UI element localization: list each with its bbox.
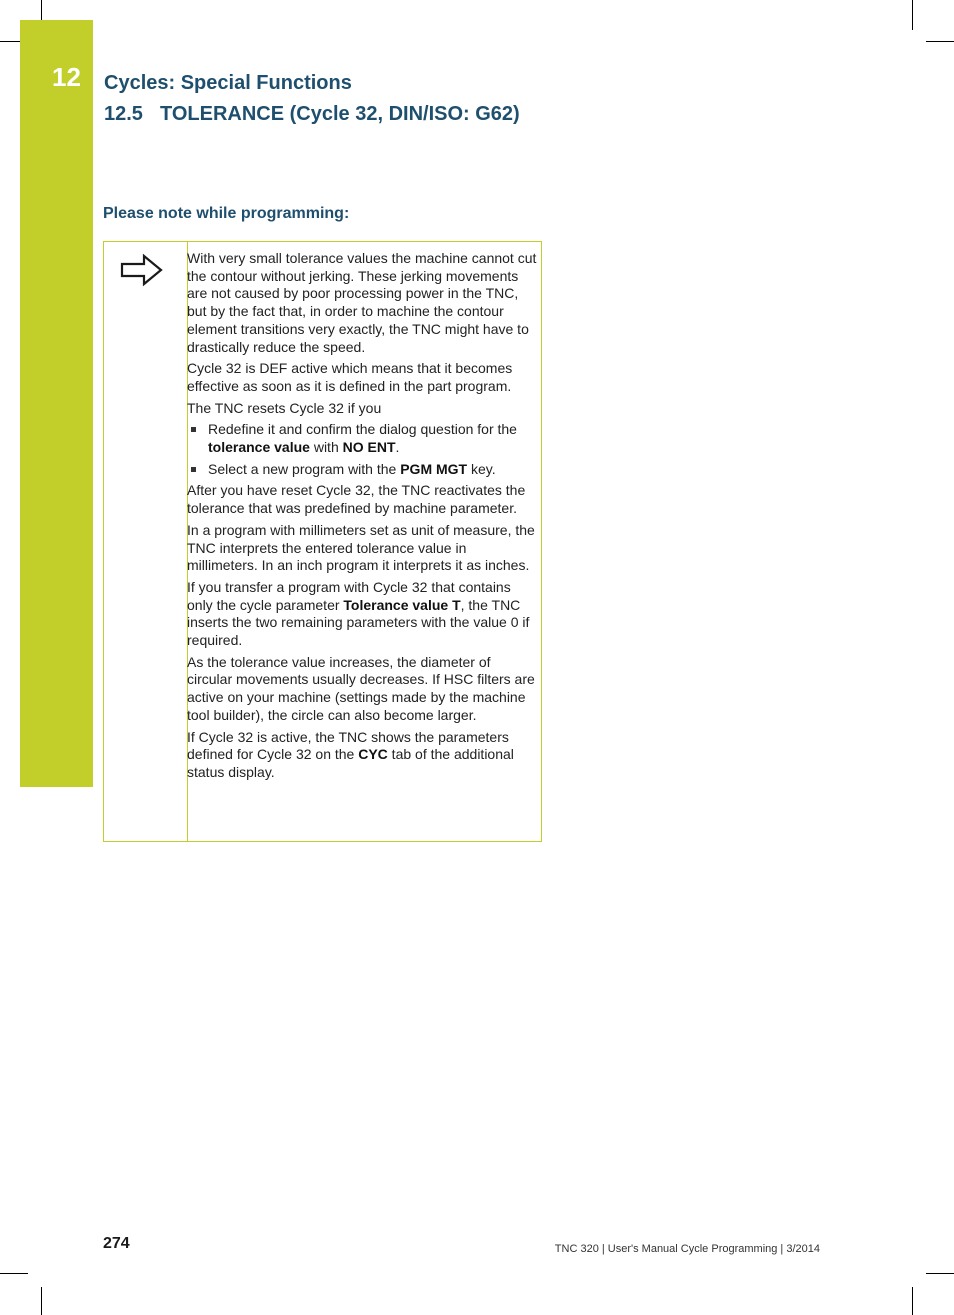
note-content xyxy=(187,250,537,786)
page-number: 274 xyxy=(103,1235,130,1252)
footer-text: TNC 320 | User's Manual Cycle Programming | 3/2014 xyxy=(554,1243,820,1255)
bullet-square-icon xyxy=(191,427,196,432)
bold-term: tolerance value xyxy=(208,439,310,456)
list-item: Select a new program with the PGM MGT key. xyxy=(187,461,537,479)
list-item: Redefine it and confirm the dialog question for the tolerance value with NO ENT. xyxy=(187,421,537,456)
note-paragraph: If you transfer a program with Cycle 32 that contains only the cycle parameter Tolerance value T, the TNC inserts the two remaining parameters with the value 0 if required. xyxy=(187,578,530,649)
note-paragraph: If Cycle 32 is active, the TNC shows the parameters defined for Cycle 32 on the CYC tab of the additional status display. xyxy=(187,728,514,780)
note-paragraph: In a program with millimeters set as unit of measure, the TNC interprets the entered tolerance value in millimeters. In an inch program it interprets it as inches. xyxy=(187,521,535,574)
bold-term: CYC xyxy=(358,746,388,763)
bold-key: PGM MGT xyxy=(400,460,468,477)
note-box xyxy=(103,241,542,842)
arrow-right-icon xyxy=(120,253,164,287)
crop-mark xyxy=(41,0,42,20)
section-number: 12.5 xyxy=(104,103,143,125)
crop-mark xyxy=(912,0,913,30)
crop-mark xyxy=(926,1273,954,1274)
subheading: Please note while programming: xyxy=(103,205,350,222)
crop-mark xyxy=(41,1287,42,1315)
bold-term: Tolerance value T xyxy=(343,596,461,613)
section-title xyxy=(104,103,520,126)
note-paragraph: With very small tolerance values the machine cannot cut the contour without jerking. These jerking movements are not caused by poor processing power in the TNC, but by the fact that, in order to machine the contour element transitions very exactly, the TNC might have to drastically reduce the speed. xyxy=(187,250,537,355)
crop-mark xyxy=(926,41,954,42)
section-title-text: TOLERANCE (Cycle 32, DIN/ISO: G62) xyxy=(160,103,520,125)
chapter-number: 12 xyxy=(52,62,81,92)
note-paragraph: The TNC resets Cycle 32 if you xyxy=(187,399,382,416)
crop-mark xyxy=(0,41,20,42)
chapter-title: Cycles: Special Functions xyxy=(104,72,352,94)
note-paragraph: After you have reset Cycle 32, the TNC reactivates the tolerance that was predefined by machine parameter. xyxy=(187,482,526,517)
crop-mark xyxy=(912,1287,913,1315)
bold-key: NO ENT xyxy=(342,439,396,456)
chapter-sidebar xyxy=(20,20,93,787)
crop-mark xyxy=(0,1273,28,1274)
bullet-square-icon xyxy=(191,467,196,472)
note-paragraph: As the tolerance value increases, the diameter of circular movements usually decreases. If HSC filters are active on your machine (settings made by the machine tool builder), the circle can also become larger. xyxy=(187,653,535,723)
note-paragraph: Cycle 32 is DEF active which means that it becomes effective as soon as it is defined in the part program. xyxy=(187,360,513,394)
reset-conditions-list xyxy=(187,421,537,478)
